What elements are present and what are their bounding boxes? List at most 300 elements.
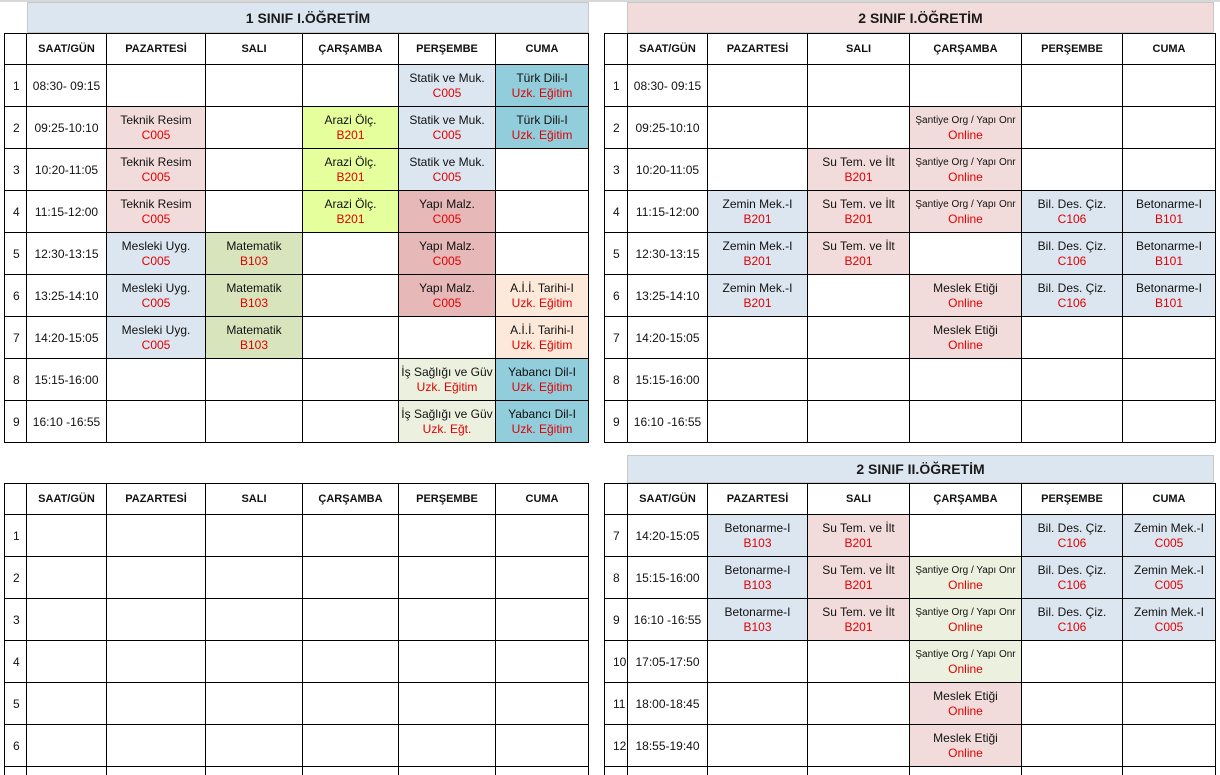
table-row bbox=[605, 233, 1216, 275]
course-cell[interactable] bbox=[1123, 557, 1216, 599]
time-slot: 15:15-16:00 bbox=[628, 359, 708, 401]
course-name: Bil. Des. Çiz. bbox=[1037, 280, 1107, 295]
course-name: Betonarme-I bbox=[724, 562, 791, 577]
empty-cell[interactable] bbox=[808, 767, 910, 775]
empty-cell[interactable] bbox=[496, 233, 589, 275]
time-slot: 15:15-16:00 bbox=[628, 557, 708, 599]
empty-cell[interactable] bbox=[496, 725, 589, 767]
column-header: SALI bbox=[206, 484, 303, 515]
time-slot: 09:25-10:10 bbox=[628, 107, 708, 149]
course-name: Statik ve Muk. bbox=[409, 154, 485, 169]
course-room: C106 bbox=[1057, 619, 1087, 634]
course-cell[interactable] bbox=[496, 275, 589, 317]
header-blank-cell bbox=[5, 34, 27, 65]
course-cell[interactable] bbox=[399, 401, 496, 443]
course-cell[interactable] bbox=[708, 275, 808, 317]
course-cell[interactable] bbox=[107, 275, 206, 317]
column-header: CUMA bbox=[1123, 34, 1216, 65]
course-name: Yabancı Dil-I bbox=[508, 406, 576, 421]
period-number: 3 bbox=[5, 149, 27, 191]
course-name: Su Tem. ve İlt bbox=[822, 562, 895, 577]
empty-cell[interactable] bbox=[1022, 107, 1123, 149]
table-row bbox=[605, 767, 1216, 775]
course-cell[interactable] bbox=[303, 107, 399, 149]
empty-cell[interactable] bbox=[1022, 65, 1123, 107]
course-cell[interactable] bbox=[206, 233, 303, 275]
header-blank-cell bbox=[605, 34, 628, 65]
course-cell[interactable] bbox=[107, 191, 206, 233]
empty-cell[interactable] bbox=[206, 599, 303, 641]
time-slot: 11:15-12:00 bbox=[27, 191, 107, 233]
table-row bbox=[605, 683, 1216, 725]
empty-cell[interactable] bbox=[910, 65, 1022, 107]
course-room: C005 bbox=[432, 85, 462, 100]
time-slot: 16:10 -16:55 bbox=[628, 599, 708, 641]
course-cell[interactable] bbox=[910, 317, 1022, 359]
empty-cell[interactable] bbox=[708, 725, 808, 767]
empty-cell[interactable] bbox=[1123, 767, 1216, 775]
table-row bbox=[5, 641, 589, 683]
empty-cell[interactable] bbox=[708, 767, 808, 775]
empty-cell[interactable] bbox=[107, 401, 206, 443]
course-cell[interactable] bbox=[910, 557, 1022, 599]
course-cell[interactable] bbox=[808, 557, 910, 599]
course-room: B103 bbox=[743, 619, 772, 634]
table-row bbox=[605, 359, 1216, 401]
empty-cell[interactable] bbox=[303, 767, 399, 775]
course-cell[interactable] bbox=[206, 275, 303, 317]
course-name: Bil. Des. Çiz. bbox=[1037, 196, 1107, 211]
course-name: Statik ve Muk. bbox=[409, 70, 485, 85]
empty-cell[interactable] bbox=[206, 107, 303, 149]
course-name: A.İ.İ. Tarihi-I bbox=[510, 322, 574, 337]
schedule-table-1-sinif-1-ogretim bbox=[4, 33, 589, 443]
time-slot bbox=[27, 515, 107, 557]
time-slot: 16:10 -16:55 bbox=[27, 401, 107, 443]
empty-cell[interactable] bbox=[496, 599, 589, 641]
column-header: CUMA bbox=[1123, 484, 1216, 515]
course-name: Yapı Malz. bbox=[419, 238, 475, 253]
empty-cell[interactable] bbox=[1123, 683, 1216, 725]
time-slot: 08:30- 09:15 bbox=[628, 65, 708, 107]
empty-cell[interactable] bbox=[107, 65, 206, 107]
empty-cell[interactable] bbox=[708, 359, 808, 401]
course-cell[interactable] bbox=[808, 599, 910, 641]
course-name: Su Tem. ve İlt bbox=[822, 520, 895, 535]
table-row bbox=[5, 725, 589, 767]
column-header: SAAT/GÜN bbox=[27, 484, 107, 515]
empty-cell[interactable] bbox=[399, 317, 496, 359]
course-cell[interactable] bbox=[399, 191, 496, 233]
course-room: C005 bbox=[432, 127, 462, 142]
empty-cell[interactable] bbox=[808, 317, 910, 359]
course-room: B201 bbox=[844, 253, 873, 268]
course-cell[interactable] bbox=[708, 191, 808, 233]
course-room: B101 bbox=[1154, 211, 1184, 226]
course-room: C005 bbox=[432, 253, 462, 268]
empty-cell[interactable] bbox=[303, 599, 399, 641]
course-cell[interactable] bbox=[399, 65, 496, 107]
period-number: 7 bbox=[605, 515, 628, 557]
course-name: Su Tem. ve İlt bbox=[822, 604, 895, 619]
empty-cell[interactable] bbox=[399, 515, 496, 557]
course-cell[interactable] bbox=[910, 107, 1022, 149]
time-slot: 12:30-13:15 bbox=[628, 233, 708, 275]
course-cell[interactable] bbox=[910, 275, 1022, 317]
course-name: Şantiye Org / Yapı Onr bbox=[915, 198, 1016, 210]
course-name: Teknik Resim bbox=[120, 112, 192, 127]
course-room: B201 bbox=[336, 211, 365, 226]
course-room: Uzk. Eğitim bbox=[511, 337, 573, 352]
empty-cell[interactable] bbox=[808, 725, 910, 767]
time-slot: 11:15-12:00 bbox=[628, 191, 708, 233]
table-row bbox=[605, 275, 1216, 317]
course-name: Yapı Malz. bbox=[419, 196, 475, 211]
empty-cell[interactable] bbox=[303, 401, 399, 443]
course-cell[interactable] bbox=[399, 275, 496, 317]
empty-cell[interactable] bbox=[399, 557, 496, 599]
empty-cell[interactable] bbox=[399, 725, 496, 767]
empty-cell[interactable] bbox=[206, 65, 303, 107]
column-header: PERŞEMBE bbox=[399, 34, 496, 65]
time-slot: 08:30- 09:15 bbox=[27, 65, 107, 107]
empty-cell[interactable] bbox=[1123, 641, 1216, 683]
course-cell[interactable] bbox=[496, 317, 589, 359]
empty-cell[interactable] bbox=[206, 683, 303, 725]
course-cell[interactable] bbox=[399, 149, 496, 191]
time-slot bbox=[27, 767, 107, 775]
empty-cell[interactable] bbox=[910, 359, 1022, 401]
empty-cell[interactable] bbox=[808, 107, 910, 149]
empty-cell[interactable] bbox=[708, 317, 808, 359]
empty-cell[interactable] bbox=[107, 725, 206, 767]
course-cell[interactable] bbox=[910, 191, 1022, 233]
course-room: Uzk. Eğitim bbox=[511, 85, 573, 100]
period-number: 1 bbox=[5, 515, 27, 557]
course-name: Matematik bbox=[226, 322, 282, 337]
empty-cell[interactable] bbox=[303, 317, 399, 359]
empty-cell[interactable] bbox=[107, 641, 206, 683]
period-number: 10 bbox=[605, 641, 628, 683]
empty-cell[interactable] bbox=[303, 233, 399, 275]
course-room: C005 bbox=[141, 169, 171, 184]
empty-cell[interactable] bbox=[1123, 401, 1216, 443]
period-number: 8 bbox=[605, 557, 628, 599]
empty-cell[interactable] bbox=[496, 515, 589, 557]
course-cell[interactable] bbox=[1022, 233, 1123, 275]
course-name: Su Tem. ve İlt bbox=[822, 154, 895, 169]
column-header: PAZARTESİ bbox=[107, 484, 206, 515]
course-name: Meslek Etiği bbox=[933, 688, 998, 703]
course-room: Uzk. Eğitim bbox=[511, 295, 573, 310]
course-room: C005 bbox=[141, 337, 171, 352]
course-cell[interactable] bbox=[303, 149, 399, 191]
empty-cell[interactable] bbox=[1123, 725, 1216, 767]
empty-cell[interactable] bbox=[1123, 65, 1216, 107]
empty-cell[interactable] bbox=[1022, 767, 1123, 775]
empty-cell[interactable] bbox=[1123, 107, 1216, 149]
empty-cell[interactable] bbox=[303, 275, 399, 317]
empty-cell[interactable] bbox=[206, 401, 303, 443]
empty-cell[interactable] bbox=[708, 107, 808, 149]
course-cell[interactable] bbox=[808, 191, 910, 233]
course-room: B201 bbox=[743, 211, 772, 226]
empty-cell[interactable] bbox=[303, 65, 399, 107]
course-room: B103 bbox=[239, 295, 269, 310]
course-cell[interactable] bbox=[107, 317, 206, 359]
period-number: 5 bbox=[5, 233, 27, 275]
course-name: Arazi Ölç. bbox=[324, 196, 377, 211]
empty-cell[interactable] bbox=[303, 725, 399, 767]
table-row bbox=[5, 233, 589, 275]
course-room: B103 bbox=[239, 337, 269, 352]
period-number: 2 bbox=[605, 107, 628, 149]
empty-cell[interactable] bbox=[496, 683, 589, 725]
period-number: 4 bbox=[5, 641, 27, 683]
period-number: 6 bbox=[5, 725, 27, 767]
course-room: B201 bbox=[336, 169, 365, 184]
course-room: Uzk. Eğitim bbox=[511, 421, 573, 436]
course-cell[interactable] bbox=[1123, 599, 1216, 641]
time-slot: 09:25-10:10 bbox=[27, 107, 107, 149]
course-cell[interactable] bbox=[496, 359, 589, 401]
empty-cell[interactable] bbox=[206, 359, 303, 401]
empty-cell[interactable] bbox=[910, 515, 1022, 557]
empty-cell[interactable] bbox=[910, 233, 1022, 275]
course-name: Su Tem. ve İlt bbox=[822, 196, 895, 211]
empty-cell[interactable] bbox=[399, 767, 496, 775]
course-name: Şantiye Org / Yapı Onr bbox=[915, 564, 1016, 576]
course-cell[interactable] bbox=[399, 359, 496, 401]
column-header: PAZARTESİ bbox=[107, 34, 206, 65]
course-name: Zemin Mek.-I bbox=[722, 280, 793, 295]
empty-cell[interactable] bbox=[1022, 149, 1123, 191]
course-room: B201 bbox=[844, 619, 873, 634]
empty-cell[interactable] bbox=[808, 401, 910, 443]
course-cell[interactable] bbox=[107, 233, 206, 275]
empty-cell[interactable] bbox=[1022, 641, 1123, 683]
course-room: B201 bbox=[743, 295, 772, 310]
course-cell[interactable] bbox=[1123, 275, 1216, 317]
empty-cell[interactable] bbox=[1022, 725, 1123, 767]
period-number: 9 bbox=[605, 401, 628, 443]
course-cell[interactable] bbox=[206, 317, 303, 359]
empty-cell[interactable] bbox=[206, 641, 303, 683]
table-row bbox=[605, 149, 1216, 191]
period-number: 6 bbox=[5, 275, 27, 317]
empty-cell[interactable] bbox=[399, 599, 496, 641]
empty-cell[interactable] bbox=[206, 191, 303, 233]
period-number: 3 bbox=[605, 149, 628, 191]
title-1-sinif-1-ogretim: 1 SINIF I.ÖĞRETİM bbox=[27, 2, 589, 33]
time-slot bbox=[27, 641, 107, 683]
empty-cell[interactable] bbox=[496, 557, 589, 599]
empty-cell[interactable] bbox=[1123, 359, 1216, 401]
course-room: Online bbox=[948, 337, 983, 352]
course-cell[interactable] bbox=[496, 107, 589, 149]
empty-cell[interactable] bbox=[808, 683, 910, 725]
empty-cell[interactable] bbox=[708, 683, 808, 725]
empty-cell[interactable] bbox=[708, 65, 808, 107]
course-cell[interactable] bbox=[1123, 515, 1216, 557]
course-room: B101 bbox=[1154, 295, 1184, 310]
course-room: Uzk. Eğitim bbox=[416, 379, 478, 394]
table-row bbox=[5, 191, 589, 233]
empty-cell[interactable] bbox=[303, 557, 399, 599]
empty-cell[interactable] bbox=[206, 515, 303, 557]
course-room: C005 bbox=[141, 253, 171, 268]
empty-cell[interactable] bbox=[708, 641, 808, 683]
table-row bbox=[5, 515, 589, 557]
course-cell[interactable] bbox=[1022, 191, 1123, 233]
empty-cell[interactable] bbox=[1022, 683, 1123, 725]
empty-cell[interactable] bbox=[1022, 359, 1123, 401]
course-room: B201 bbox=[844, 169, 873, 184]
empty-cell[interactable] bbox=[496, 191, 589, 233]
time-slot: 14:20-15:05 bbox=[628, 317, 708, 359]
course-room: C005 bbox=[432, 211, 462, 226]
course-room: B103 bbox=[743, 535, 772, 550]
empty-cell[interactable] bbox=[206, 767, 303, 775]
course-cell[interactable] bbox=[808, 515, 910, 557]
course-name: Şantiye Org / Yapı Onr bbox=[915, 648, 1016, 660]
table-row bbox=[5, 359, 589, 401]
empty-cell[interactable] bbox=[303, 515, 399, 557]
course-cell[interactable] bbox=[910, 683, 1022, 725]
empty-cell[interactable] bbox=[206, 557, 303, 599]
course-name: Betonarme-I bbox=[1135, 238, 1203, 253]
column-header: CUMA bbox=[496, 484, 589, 515]
course-cell[interactable] bbox=[910, 599, 1022, 641]
course-name: Zemin Mek.-I bbox=[722, 196, 793, 211]
table-row bbox=[605, 191, 1216, 233]
course-room: B201 bbox=[844, 577, 873, 592]
empty-cell[interactable] bbox=[399, 641, 496, 683]
empty-cell[interactable] bbox=[107, 515, 206, 557]
course-cell[interactable] bbox=[708, 557, 808, 599]
course-cell[interactable] bbox=[399, 233, 496, 275]
course-cell[interactable] bbox=[910, 641, 1022, 683]
column-header: SALI bbox=[206, 34, 303, 65]
course-cell[interactable] bbox=[1123, 233, 1216, 275]
course-cell[interactable] bbox=[708, 233, 808, 275]
empty-cell[interactable] bbox=[496, 641, 589, 683]
table-row bbox=[5, 599, 589, 641]
empty-cell[interactable] bbox=[303, 641, 399, 683]
column-header: ÇARŞAMBA bbox=[910, 484, 1022, 515]
empty-cell[interactable] bbox=[1022, 401, 1123, 443]
time-slot: 16:10 -16:55 bbox=[628, 401, 708, 443]
course-cell[interactable] bbox=[107, 149, 206, 191]
course-cell[interactable] bbox=[107, 107, 206, 149]
course-cell[interactable] bbox=[303, 191, 399, 233]
empty-cell[interactable] bbox=[910, 767, 1022, 775]
course-name: Matematik bbox=[226, 280, 282, 295]
title-2-sinif-2-ogretim: 2 SINIF II.ÖĞRETİM bbox=[627, 455, 1214, 483]
course-cell[interactable] bbox=[1022, 275, 1123, 317]
course-name: Yabancı Dil-I bbox=[508, 364, 576, 379]
empty-cell[interactable] bbox=[107, 599, 206, 641]
course-cell[interactable] bbox=[1022, 599, 1123, 641]
empty-cell[interactable] bbox=[107, 557, 206, 599]
course-name: Matematik bbox=[226, 238, 282, 253]
course-room: C106 bbox=[1057, 535, 1087, 550]
course-room: C005 bbox=[141, 295, 171, 310]
column-header: ÇARŞAMBA bbox=[910, 34, 1022, 65]
empty-cell[interactable] bbox=[1022, 317, 1123, 359]
empty-cell[interactable] bbox=[910, 401, 1022, 443]
period-number: 2 bbox=[5, 107, 27, 149]
table-row bbox=[605, 515, 1216, 557]
course-cell[interactable] bbox=[496, 65, 589, 107]
table-row bbox=[5, 65, 589, 107]
period-number: 7 bbox=[605, 317, 628, 359]
course-name: Teknik Resim bbox=[120, 196, 192, 211]
course-room: C106 bbox=[1057, 295, 1087, 310]
course-cell[interactable] bbox=[708, 599, 808, 641]
course-cell[interactable] bbox=[910, 149, 1022, 191]
course-cell[interactable] bbox=[708, 515, 808, 557]
empty-cell[interactable] bbox=[107, 683, 206, 725]
header-blank-cell bbox=[5, 484, 27, 515]
empty-cell[interactable] bbox=[1123, 317, 1216, 359]
empty-cell[interactable] bbox=[496, 149, 589, 191]
empty-cell[interactable] bbox=[808, 359, 910, 401]
course-room: Online bbox=[948, 169, 983, 184]
empty-cell[interactable] bbox=[708, 149, 808, 191]
course-cell[interactable] bbox=[1022, 515, 1123, 557]
course-room: Online bbox=[948, 211, 983, 226]
empty-cell[interactable] bbox=[1123, 149, 1216, 191]
column-header: SAAT/GÜN bbox=[628, 484, 708, 515]
empty-cell[interactable] bbox=[107, 359, 206, 401]
empty-cell[interactable] bbox=[303, 683, 399, 725]
table-row bbox=[605, 401, 1216, 443]
course-room: C106 bbox=[1057, 253, 1087, 268]
empty-cell[interactable] bbox=[808, 641, 910, 683]
course-cell[interactable] bbox=[496, 401, 589, 443]
time-slot: 15:15-16:00 bbox=[27, 359, 107, 401]
course-name: Betonarme-I bbox=[724, 604, 791, 619]
course-cell[interactable] bbox=[1022, 557, 1123, 599]
course-cell[interactable] bbox=[808, 233, 910, 275]
course-cell[interactable] bbox=[910, 725, 1022, 767]
empty-cell[interactable] bbox=[206, 725, 303, 767]
time-slot: 12:30-13:15 bbox=[27, 233, 107, 275]
empty-cell[interactable] bbox=[107, 767, 206, 775]
course-room: Online bbox=[948, 127, 983, 142]
course-cell[interactable] bbox=[808, 149, 910, 191]
course-room: C005 bbox=[432, 169, 462, 184]
empty-cell[interactable] bbox=[303, 359, 399, 401]
schedule-table-2-sinif-2-ogretim bbox=[604, 483, 1216, 775]
time-slot: 14:20-15:05 bbox=[628, 515, 708, 557]
empty-cell[interactable] bbox=[808, 65, 910, 107]
empty-cell[interactable] bbox=[708, 401, 808, 443]
course-cell[interactable] bbox=[399, 107, 496, 149]
empty-cell[interactable] bbox=[399, 683, 496, 725]
course-cell[interactable] bbox=[1123, 191, 1216, 233]
empty-cell[interactable] bbox=[808, 275, 910, 317]
empty-cell[interactable] bbox=[206, 149, 303, 191]
course-room: Online bbox=[948, 703, 983, 718]
column-header: ÇARŞAMBA bbox=[303, 34, 399, 65]
period-number: 3 bbox=[5, 599, 27, 641]
empty-cell[interactable] bbox=[496, 767, 589, 775]
course-room: C005 bbox=[1154, 577, 1184, 592]
course-name: Zemin Mek.-I bbox=[1133, 604, 1204, 619]
course-room: Online bbox=[948, 295, 983, 310]
